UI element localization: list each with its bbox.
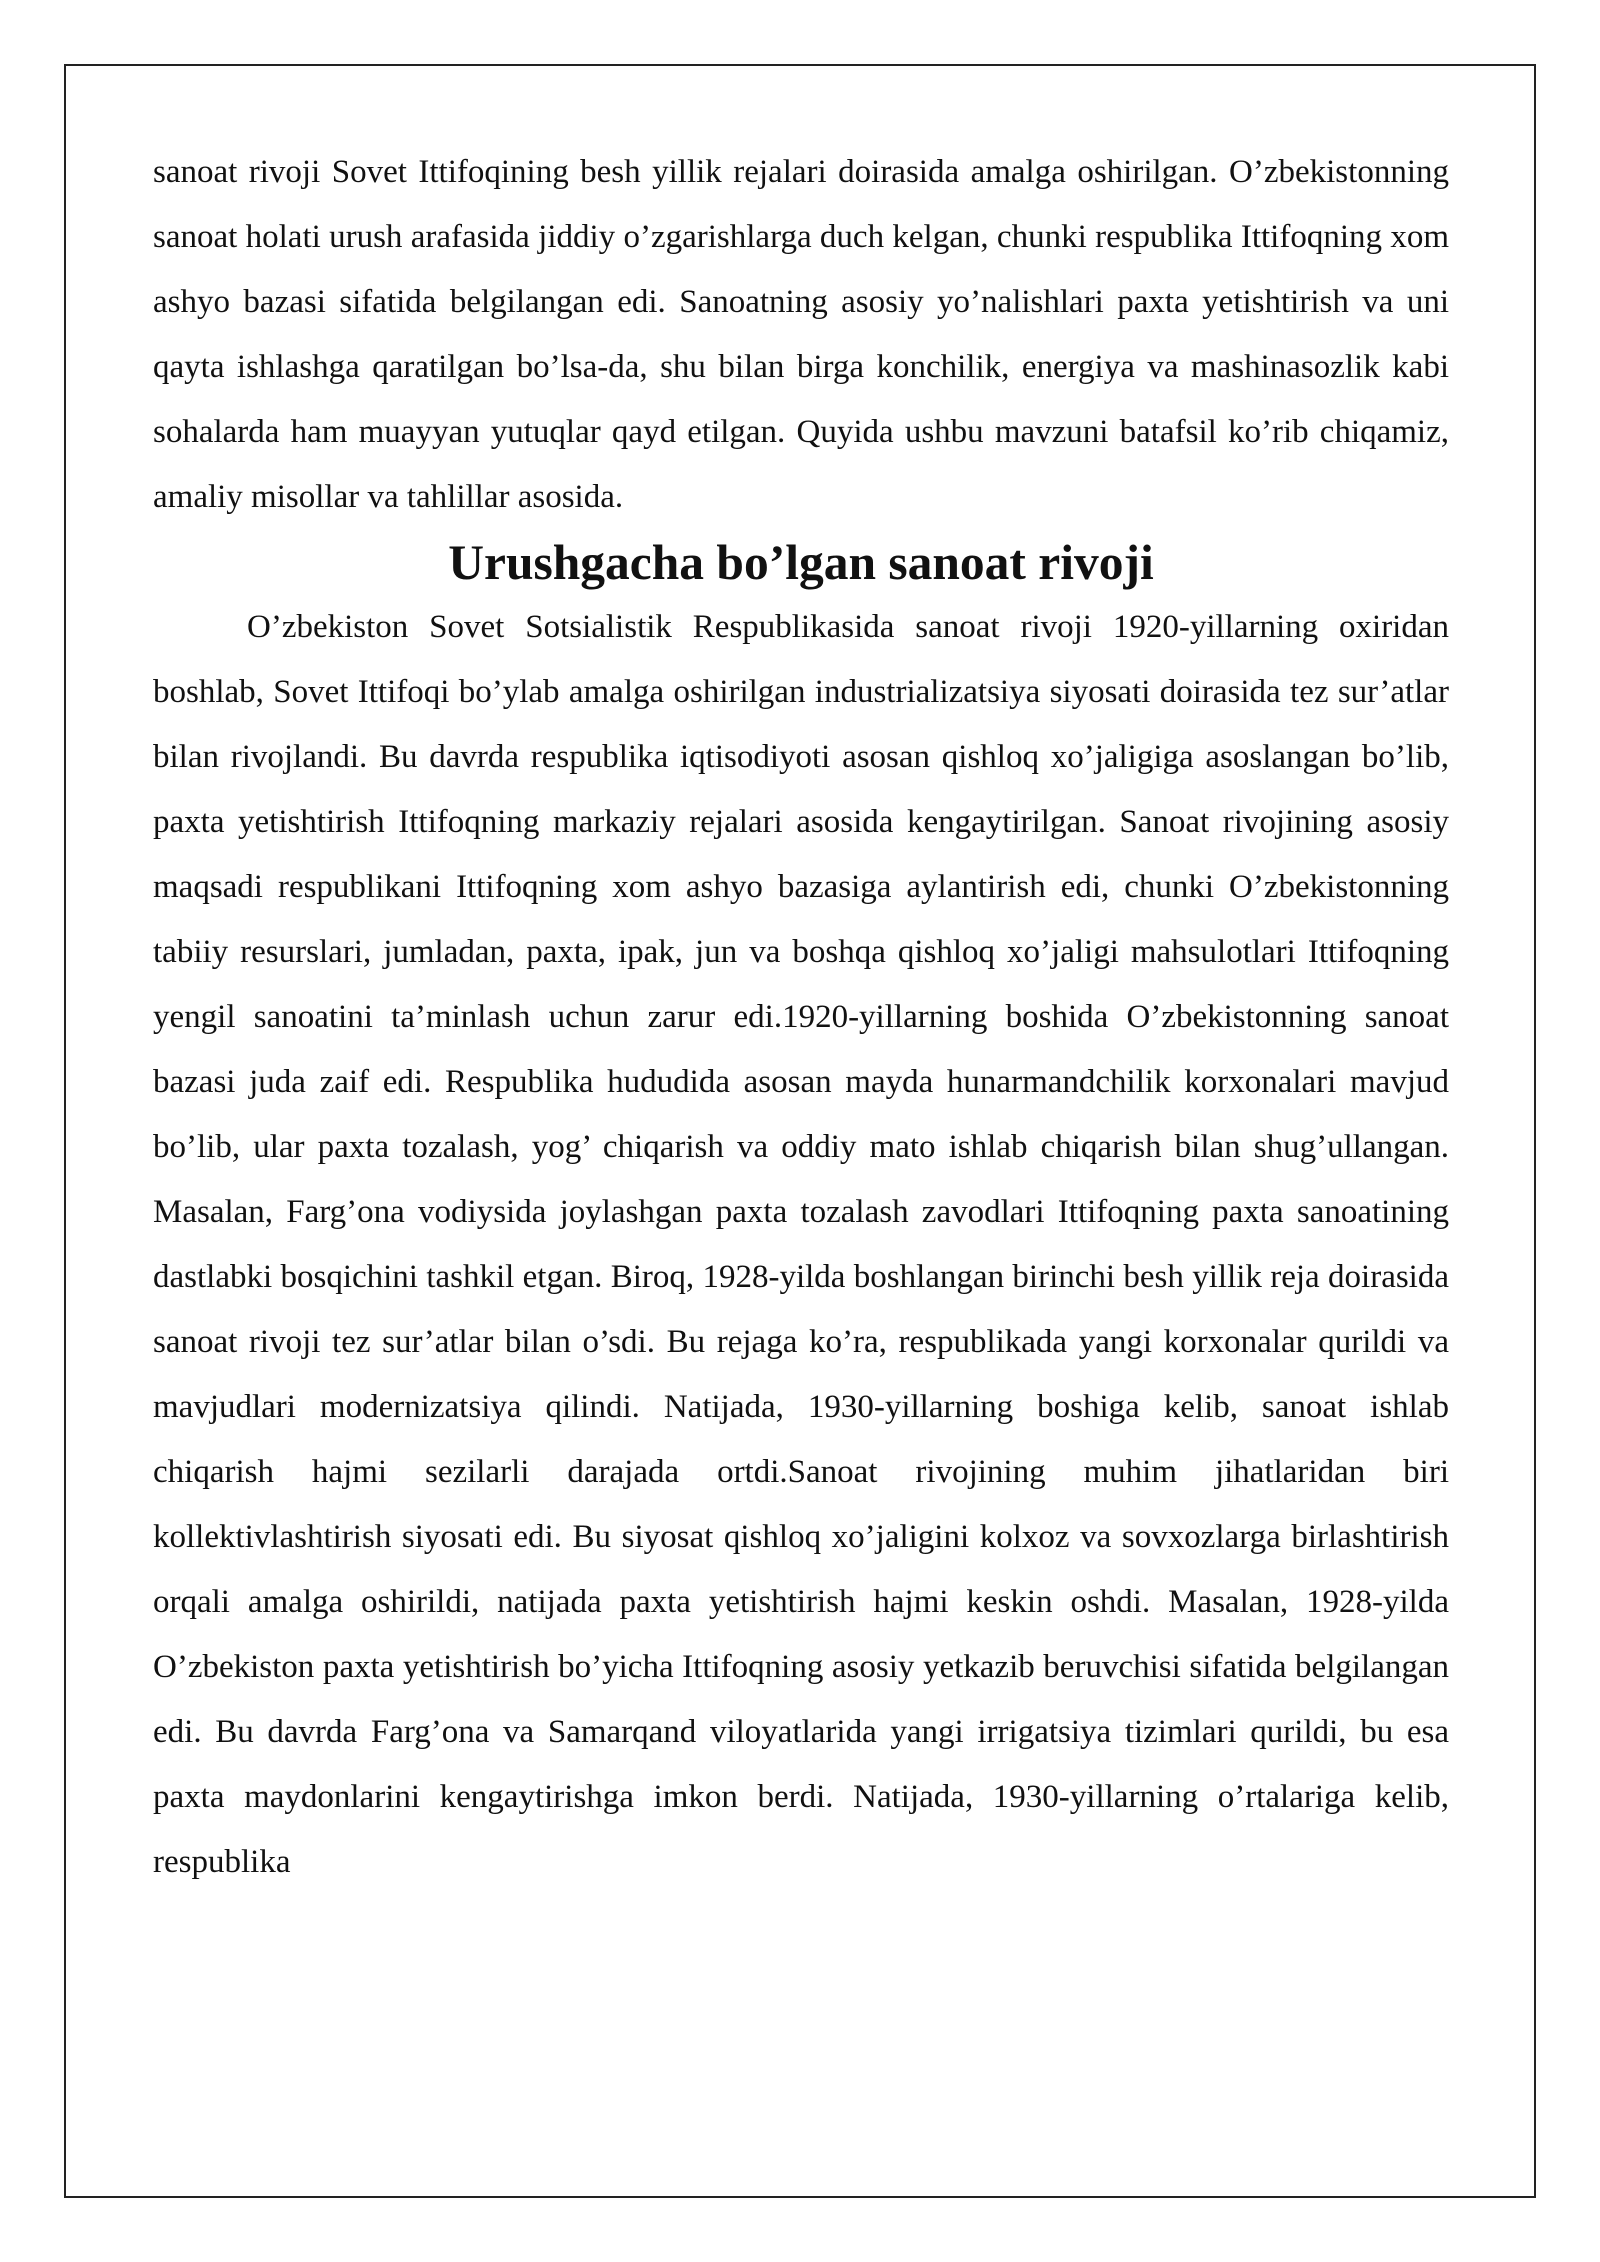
intro-paragraph: sanoat rivoji Sovet Ittifoqining besh yillik rejalari doirasida amalga oshirilgan. O’zbekistonning sanoat holati urush arafasida jiddiy o’zgarishlarga duch kelgan, chunki respublika Ittifoqning xom ashyo bazasi sifatida belgilangan edi. Sanoatning asosiy yo’nalishlari paxta yetishtirish va uni qayta ishlashga qaratilgan bo’lsa-da, shu bilan birga konchilik, energiya va mashinasozlik kabi sohalarda ham muayyan yutuqlar qayd etilgan. Quyida ushbu mavzuni batafsil ko’rib chiqamiz, amaliy misollar va tahlillar asosida. (153, 154, 1449, 515)
body-paragraph: O’zbekiston Sovet Sotsialistik Respublikasida sanoat rivoji 1920-yillarning oxiridan boshlab, Sovet Ittifoqi bo’ylab amalga oshirilgan industrializatsiya siyosati doirasida tez sur’atlar bilan rivojlandi. Bu davrda respublika iqtisodiyoti asosan qishloq xo’jaligiga asoslangan bo’lib, paxta yetishtirish Ittifoqning markaziy rejalari asosida kengaytirilgan. Sanoat rivojining asosiy maqsadi respublikani Ittifoqning xom ashyo bazasiga aylantirish edi, chunki O’zbekistonning tabiiy resurslari, jumladan, paxta, ipak, jun va boshqa qishloq xo’jaligi mahsulotlari Ittifoqning yengil sanoatini ta’minlash uchun zarur edi.1920-yillarning boshida O’zbekistonning sanoat bazasi juda zaif edi. Respublika hududida asosan mayda hunarmandchilik korxonalari mavjud bo’lib, ular paxta tozalash, yog’ chiqarish va oddiy mato ishlab chiqarish bilan shug’ullangan. Masalan, Farg’ona vodiysida joylashgan paxta tozalash zavodlari Ittifoqning paxta sanoatining dastlabki bosqichini tashkil etgan. Biroq, 1928-yilda boshlangan birinchi besh yillik reja doirasida sanoat rivoji tez sur’atlar bilan o’sdi. Bu rejaga ko’ra, respublikada yangi korxonalar qurildi va mavjudlari modernizatsiya qilindi. Natijada, 1930-yillarning boshiga kelib, sanoat ishlab chiqarish hajmi sezilarli darajada ortdi.Sanoat rivojining muhim jihatlaridan biri kollektivlashtirish siyosati edi. Bu siyosat qishloq xo’jaligini kolxoz va sovxozlarga birlashtirish orqali amalga oshirildi, natijada paxta yetishtirish hajmi keskin oshdi. Masalan, 1928-yilda O’zbekiston paxta yetishtirish bo’yicha Ittifoqning asosiy yetkazib beruvchisi sifatida belgilangan edi. Bu davrda Farg’ona va Samarqand viloyatlarida yangi irrigatsiya tizimlari qurildi, bu esa paxta maydonlarini kengaytirishga imkon berdi. Natijada, 1930-yillarning o’rtalariga kelib, respublika (153, 609, 1449, 1880)
section-heading: Urushgacha bo’lgan sanoat rivoji (448, 535, 1154, 590)
document-body (153, 140, 1449, 1895)
